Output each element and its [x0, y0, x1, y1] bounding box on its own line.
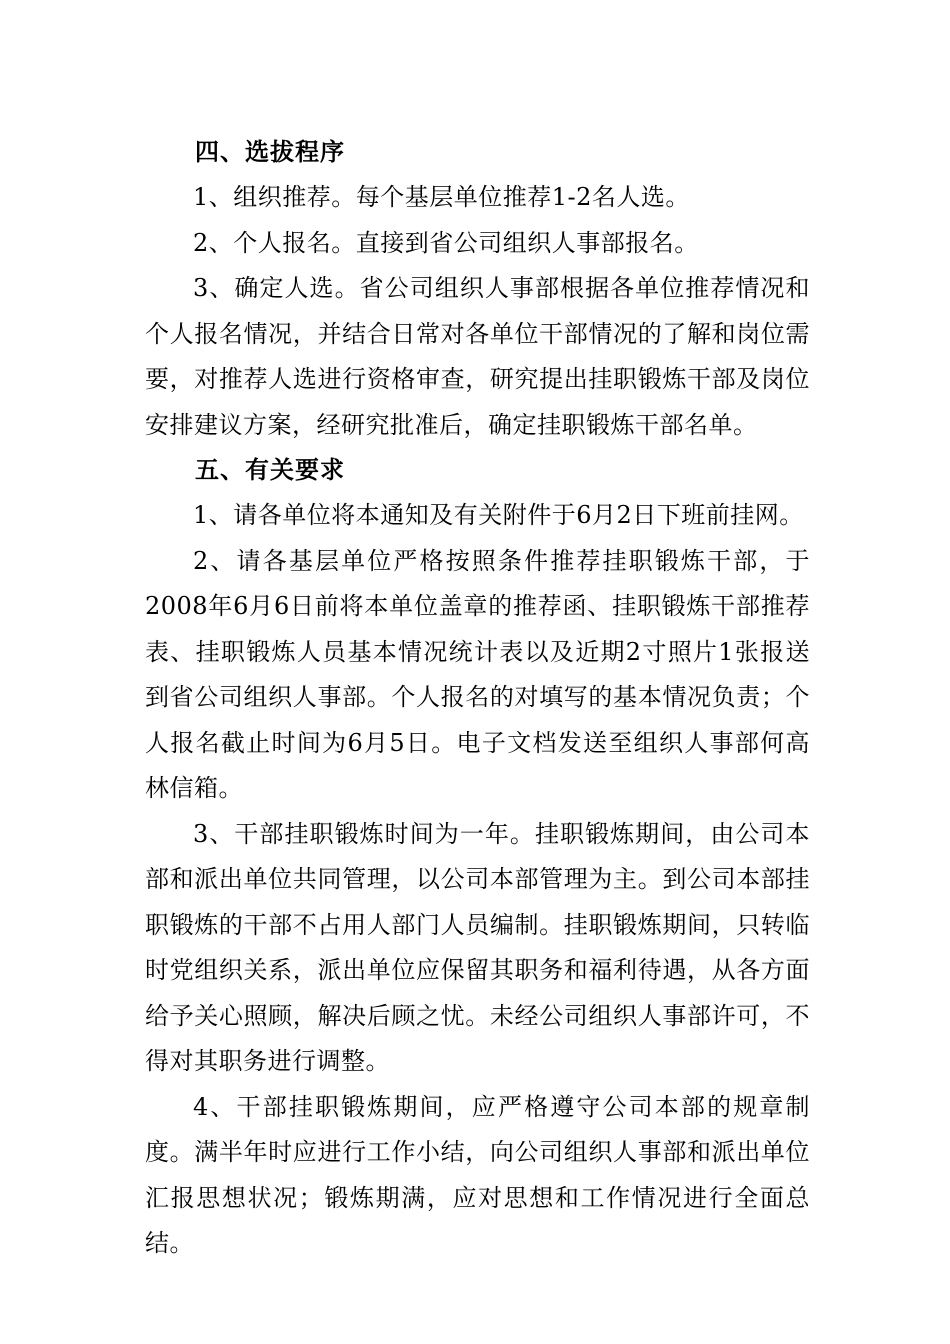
paragraph-submit-recommendations: 2、请各基层单位严格按照条件推荐挂职锻炼干部，于2008年6月6日前将本单位盖章的推荐函、挂职锻炼干部推荐表、挂职锻炼人员基本情况统计表以及近期2寸照片1张报送到省公司组织人事部。个人报名的对填写的基本情况负责；个人报名截止时间为6月5日。电子文档发送至组织人事部何高林信箱。: [145, 546, 810, 802]
paragraph-training-duration: 3、干部挂职锻炼时间为一年。挂职锻炼期间，由公司本部和派出单位共同管理，以公司本部管理为主。到公司本部挂职锻炼的干部不占用人部门人员编制。挂职锻炼期间，只转临时党组织关系，派出单位应保留其职务和福利待遇，从各方面给予关心照顾，解决后顾之忧。未经公司组织人事部许可，不得对其职务进行调整。: [145, 819, 810, 1075]
paragraph-conduct-rules: 4、干部挂职锻炼期间，应严格遵守公司本部的规章制度。满半年时应进行工作小结，向公司组织人事部和派出单位汇报思想状况；锻炼期满，应对思想和工作情况进行全面总结。: [145, 1092, 810, 1257]
paragraph-personal-application: 2、个人报名。直接到省公司组织人事部报名。: [193, 228, 699, 257]
section-heading-requirements: 五、有关要求: [195, 456, 345, 484]
section-heading-selection-procedure: 四、选拔程序: [195, 138, 345, 166]
paragraph-determine-candidates: 3、确定人选。省公司组织人事部根据各单位推荐情况和个人报名情况，并结合日常对各单位干部情况的了解和岗位需要，对推荐人选进行资格审查，研究提出挂职锻炼干部及岗位安排建议方案，经研究批准后，确定挂职锻炼干部名单。: [145, 274, 810, 439]
document-page: [145, 130, 810, 1267]
paragraph-post-online: 1、请各单位将本通知及有关附件于6月2日下班前挂网。: [193, 501, 804, 529]
paragraph-organizational-recommendation: 1、组织推荐。每个基层单位推荐1-2名人选。: [193, 183, 690, 211]
